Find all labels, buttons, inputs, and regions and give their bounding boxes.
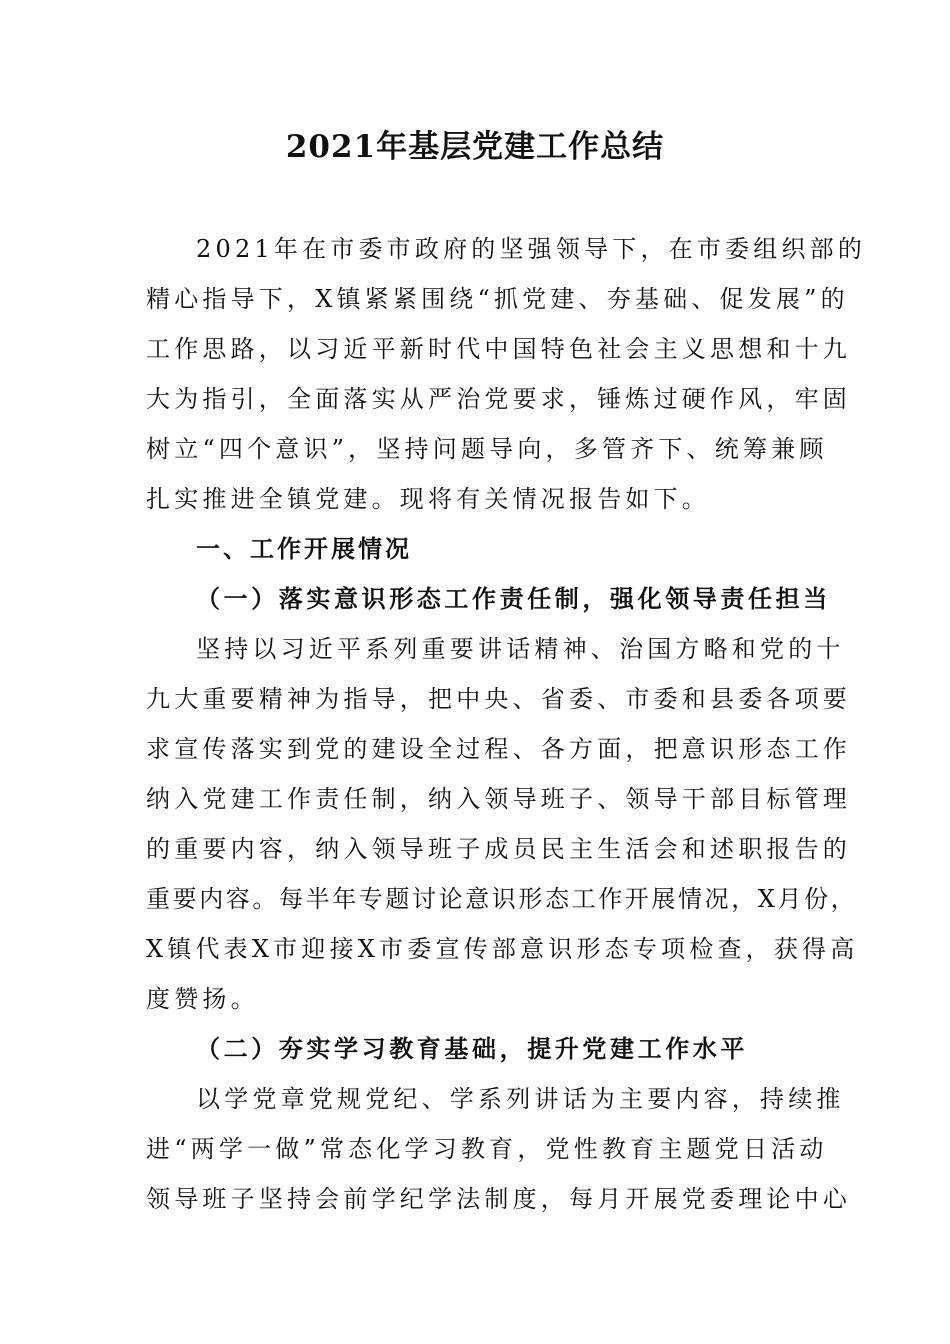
subsection-heading: （二）夯实学习教育基础，提升党建工作水平 (196, 1034, 748, 1063)
document-title: 2021年基层党建工作总结 (285, 129, 665, 165)
paragraph-line: 2021年在市委市政府的坚强领导下，在市委组织部的 (196, 235, 867, 263)
paragraph-line: 坚持以习近平系列重要讲话精神、治国方略和党的十 (196, 635, 845, 663)
paragraph-line: 求宣传落实到党的建设全过程、各方面，把意识形态工作 (146, 735, 851, 763)
paragraph-line: 树立“四个意识”，坚持问题导向，多管齐下、统筹兼顾 (146, 435, 828, 463)
paragraph-line: 以学党章党规党纪、学系列讲话为主要内容，持续推 (196, 1085, 845, 1113)
paragraph-line: 大为指引，全面落实从严治党要求，锤炼过硬作风，牢固 (146, 385, 851, 413)
paragraph-line: 重要内容。每半年专题讨论意识形态工作开展情况，X月份， (146, 885, 858, 913)
paragraph-line: X镇代表X市迎接X市委宣传部意识形态专项检查，获得高 (146, 935, 859, 963)
paragraph-line: 进“两学一做”常态化学习教育，党性教育主题党日活动 (146, 1135, 828, 1163)
section-heading: 一、工作开展情况 (196, 535, 412, 563)
paragraph-line: 的重要内容，纳入领导班子成员民主生活会和述职报告的 (146, 835, 851, 863)
paragraph-line: 九大重要精神为指导，把中央、省委、市委和县委各项要 (146, 685, 851, 713)
paragraph-line: 度赞扬。 (146, 985, 259, 1013)
paragraph-line: 精心指导下，X镇紧紧围绕“抓党建、夯基础、促发展”的 (146, 285, 849, 313)
paragraph-line: 扎实推进全镇党建。现将有关情况报告如下。 (146, 485, 710, 513)
paragraph-line: 纳入党建工作责任制，纳入领导班子、领导干部目标管理 (146, 785, 851, 813)
paragraph-line: 工作思路，以习近平新时代中国特色社会主义思想和十九 (146, 335, 851, 363)
paragraph-line: 领导班子坚持会前学纪学法制度，每月开展党委理论中心 (146, 1185, 851, 1213)
subsection-heading: （一）落实意识形态工作责任制，强化领导责任担当 (196, 584, 831, 613)
